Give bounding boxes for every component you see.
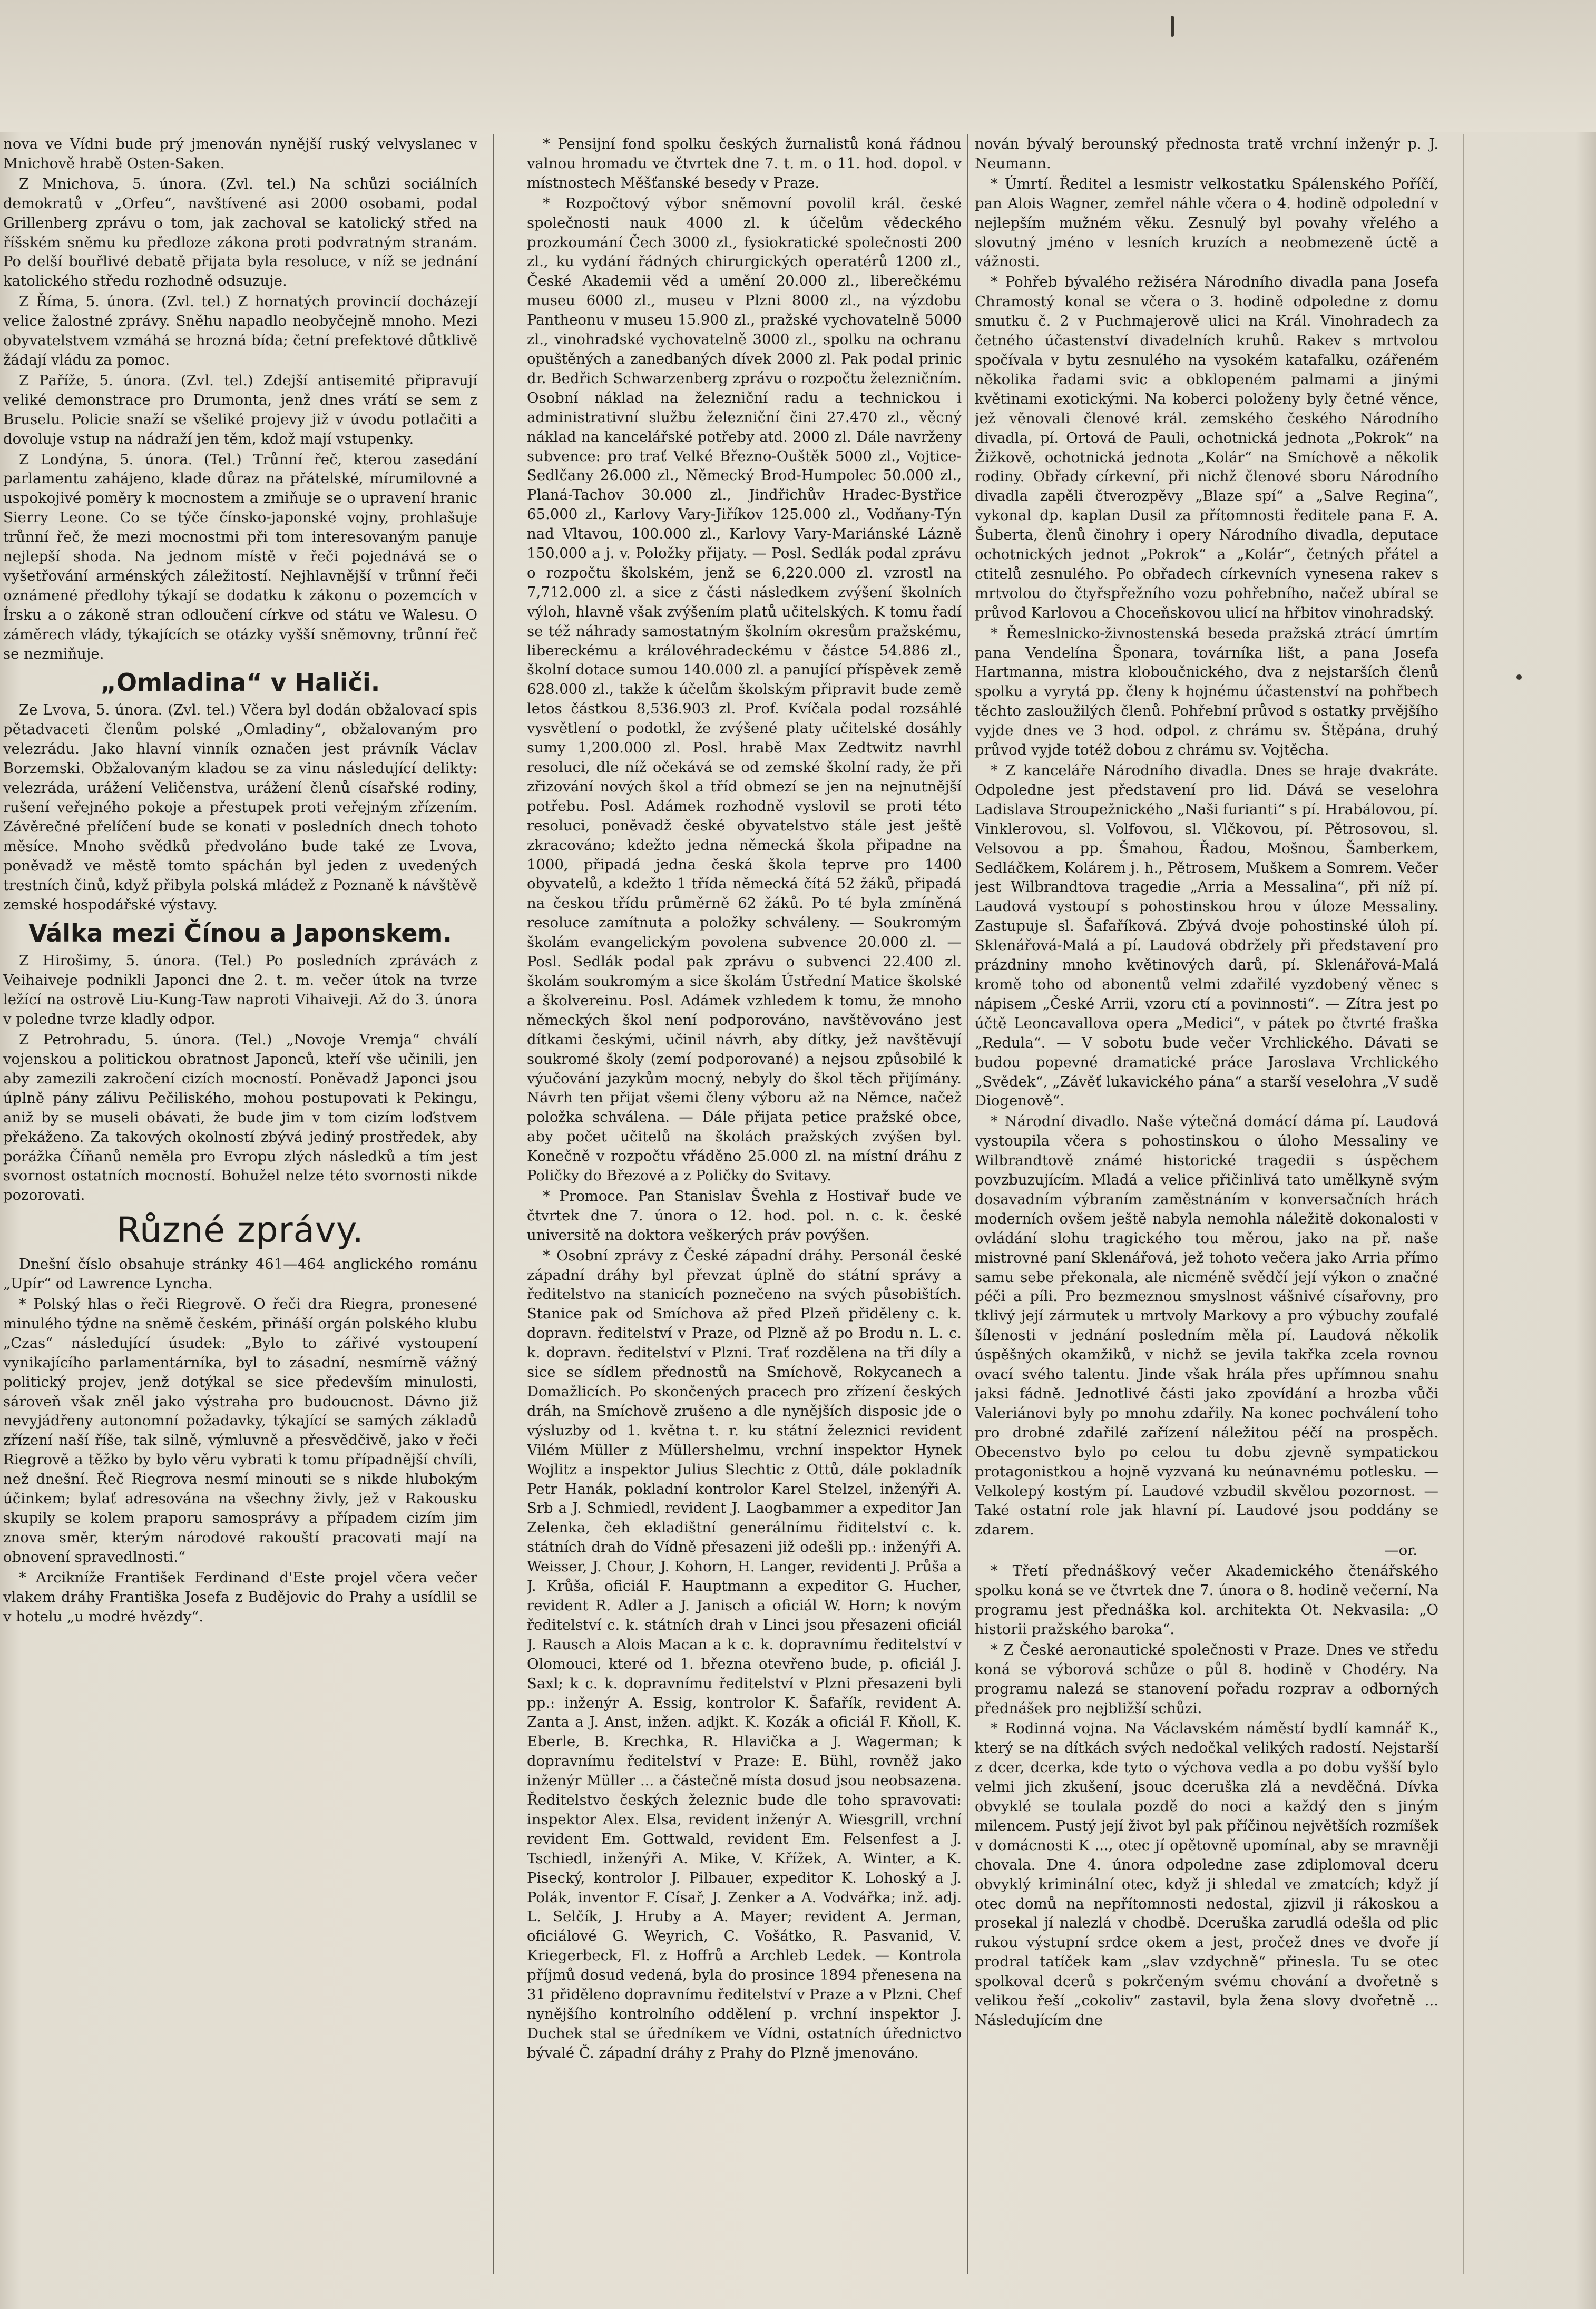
article-paragraph: * Rozpočtový výbor sněmovní povolil král. české společnosti nauk 4000 zl. k účelům vědeckého prozkoumání Čech 3000 zl., fysiokratické společnosti 200 zl., ku vydání řádných chirurgických operatérů 1200 zl., České Akademii věd a umění 20.000 zl., liberečkému museu 6000 zl., museu v Plzni 8000 zl., na výzdobu Pantheonu v museu 15.900 zl., pražské vychovatelně 5000 zl., vinohradské vychovatelně 3000 zl., spolku na ochranu opuštěných a zanedbaných dívek 2000 zl. Pak podal prinic dr. Bedřich Schwarzenberg zprávu o rozpočtu železničním. Osobní náklad na železniční radu a technickou i administrativní službu železniční čini 27.470 zl., věcný náklad na kancelářské potřeby atd. 2000 zl. Dále navrženy subvence: pro trať Velké Březno-Ouštěk 5000 zl., Vojtice-Sedlčany 26.000 zl., Německý Brod-Humpolec 50.000 zl., Planá-Tachov 30.000 zl., Jindřichův Hradec-Bystřice 65.000 zl., Karlovy Vary-Jiříkov 125.000 zl., Vodňany-Týn nad Vltavou, 100.000 zl., Karlovy Vary-Mariánské Lázně 150.000 a j. v. Položky přijaty. — Posl. Sedlák podal zprávu o rozpočtu školském, jenž se 6,220.000 zl. vzrostl na 7,712.000 zl. a sice z části následkem zvýšení školních výloh, hlavně však zvýšením platů učitelských. K tomu řadí se též náhrady samostatným školním okresům pražskému, libereckému a královéhradeckému v částce 54.886 zl., školní dotace sumou 140.000 zl. a panující příspěvek země 628.000 zl., takže k účelům školským připravit bude země letos částkou 8,536.903 zl. Prof. Kvíčala podal rozsáhlé vysvětlení o podotkl, že zvýšené platy učitelské dosáhly sumy 1,200.000 zl. Posl. hrabě Max Zedtwitz navrhl resoluci, dle níž očekává se od zemské školní rady, že při zřizování nových škol a tříd obmezí se jen na nejnutnější potřebu. Posl. Adámek rozhodně vyslovil se proti této resoluci, poněvadž české obyvatelstvo stále jest ještě zkracováno; kdežto jedna německá škola připadne na 1000, připadá jedna česká škola teprve pro 1400 obyvatelů, a kdežto 1 třída německá čítá 52 žáků, připadá na českou třídu průměrně 62 žáků. Po té byla zmíněná resoluce zamítnuta a položky schváleny. — Soukromým školám evangelickým povolena subvence 20.000 zl. — Posl. Sedlák podal pak zprávu o subvenci 22.400 zl. školám soukromým a sice školám Ústřední Matice školské a školvereinu. Posl. Adámek vzhledem k tomu, že mnoho německých škol není podporováno, navštěvováno jest dítkami českými, učinil návrh, aby dítky, jež navštěvují soukromé školy (zemí podporované) a nejsou způsobilé k výučování jazykům mocný, nebyly do škol těch přijímány. Návrh ten přijat všemi členy výboru až na Němce, načež položka schválena. — Dále přijata petice pražské obce, aby počet učitelů na školách pražských zvýšen byl. Konečně v rozpočtu vřáděno 25.000 zl. na místní dráhu z Poličky do Březové a z Poličky do Svitavy. xyxy=(527,194,962,1185)
article-paragraph: Z Říma, 5. února. (Zvl. tel.) Z hornatých provincií docházejí velice žalostné zprávy. Sněhu napadlo neobyčejně mnoho. Mezi obyvatelstvem vzmáhá se hrozná bída; četní prefektové důtklivě žádají vládu za pomoc. xyxy=(3,293,477,368)
article-paragraph: * Promoce. Pan Stanislav Švehla z Hostivař bude ve čtvrtek dne 7. února o 12. hod. pol. n. c. k. české universitě na doktora veškerých práv povýšen. xyxy=(527,1187,962,1244)
section-heading-war: Válka mezi Čínou a Japonskem. xyxy=(28,919,452,948)
article-paragraph: Z Hirošimy, 5. února. (Tel.) Po posledních zprávách z Veihaiveje podnikli Japonci dne 2. t. m. večer útok na tvrze ležící na ostrově Liu-Kung-Taw naproti Vihaiveji. Až do 3. února v poledne tvrze kladly odpor. xyxy=(3,952,477,1028)
article-paragraph: * Pensijní fond spolku českých žurnalistů koná řádnou valnou hromadu ve čtvrtek dne 7. t. m. o 11. hod. dopol. v místnostech Měšťanské besedy v Praze. xyxy=(527,135,962,191)
article-paragraph: Z Londýna, 5. února. (Tel.) Trůnní řeč, kterou zasedání parlamentu zahájeno, klade důraz na přátelské, mírumilovné a uspokojivé poměry k mocnostem a zmiňuje se o upravení hranic Sierry Leone. Co se týče čínsko-japonské vojny, prohlašuje trůnní řeč, že mezi mocnostmi při tom interesovaným panuje nejlepší shoda. Na jednom místě v řeči pojednává se o vyšetřování arménských záležitostí. Nejhlavnější v trůnní řeči oznámené předlohy týkají se dodatku k zákonu o pozemcích v Írsku a o zákoně stran odloučení církve od státu ve Walesu. O záměrech vlády, týkajících se otázky vyšší sněmovny, trůnní řeč se nezmiňuje. xyxy=(3,451,477,662)
article-paragraph: Z Paříže, 5. února. (Zvl. tel.) Zdejší antisemité připravují veliké demonstrace pro Drumonta, jenž dnes vrátí se sem z Bruselu. Policie snaží se všeliké projevy již v úvodu potlačiti a dovoluje vstup na nádraží jen těm, kdož mají vstupenky. xyxy=(3,371,477,447)
article-paragraph: * Z kanceláře Národního divadla. Dnes se hraje dvakráte. Odpoledne jest představení pro lid. Dává se veselohra Ladislava Stroupežnického „Naši furianti“ s pí. Hrabálovou, pí. Vinklerovou, sl. Volfovou, sl. Vlčkovou, pí. Pětrosovou, sl. Velsovou a pp. Šmahou, Řadou, Mošnou, Šamberkem, Sedláčkem, Kolárem j. h., Pětrosem, Muškem a Somrem. Večer jest Wilbrandtova tragedie „Arria a Messalina“, při níž pí. Laudová vystoupí s pohostinskou hrou v úloze Messaliny. Zastupuje sl. Šafaříková. Zbývá dvoje pohostinské úloh pí. Sklenářová-Malá a pí. Laudová obdržely při představení pro prázdniny mnoho květinových darů, pí. Sklenářová-Malá kromě toho od abonentů velmi zdařilé vyzdobený věnec s nápisem „České Arrii, vzoru ctí a povinnosti“. — Zítra jest po účtě Leoncavallova opera „Medici“, v pátek po čtvrté fraška „Redula“. — V sobotu bude večer Vrchlického. Dávati se budou popevné dramatické práce Jaroslava Vrchlického „Svědek“, „Závěť lukavického pána“ a starší veselohra „V sudě Diogenově“. xyxy=(975,762,1438,1110)
article-paragraph: * Arcikníže František Ferdinand d'Este projel včera večer vlakem dráhy Františka Josefa z Budějovic do Prahy a usídlil se v hotelu „u modré hvězdy“. xyxy=(3,1569,477,1625)
column-rule-1 xyxy=(493,134,494,2274)
column-rule-2 xyxy=(967,134,968,2274)
article-paragraph: Z Mnichova, 5. února. (Zvl. tel.) Na schůzi sociálních demokratů v „Orfeu“, navštívené asi 2000 osobami, podal Grillenberg zprávu o tom, jak zachoval se katolický střed na říšském sněmu ku předloze zákona proti podvratným stranám. Po delší bouřlivé debatě přijata byla resoluce, v níž se jednání katolického středu rozhodně odsuzuje. xyxy=(3,175,477,290)
article-paragraph: Ze Lvova, 5. února. (Zvl. tel.) Včera byl dodán obžalovací spis pětadvaceti členům polské „Omladiny“, obžalovaným pro velezrádu. Jako hlavní vinník označen jest právník Václav Borzemski. Obžalovaným kladou se za vinu následující delikty: velezráda, urážení Veličenstva, urážení členů císařské rodiny, rušení veřejného pokoje a přestupek proti veřejným zřízením. Závěrečné přelíčení bude se konati v posledních dnech tohoto měsíce. Mnoho svědků předvoláno bude také ze Lvova, poněvadž ve městě tomto spáchán byl jeden z uvedených trestních činů, když přibyla polská mládež z Poznaně k návštěvě zemské hospodářské výstavy. xyxy=(3,701,477,913)
column-1 xyxy=(3,134,477,2274)
article-paragraph: Z Petrohradu, 5. února. (Tel.) „Novoje Vremja“ chválí vojenskou a politickou obratnost Japonců, kteří vše učinili, jen aby zamezili zakročení cizích mocností. Poněvadž Japonci jsou úplně pány zálivu Pečiliského, mohou postupovati k Pekingu, aniž by se museli obávati, že bude jim v tom cizím loďstvem překáženo. Za takových okolností zbývá jediný prostředek, aby porážka Číňanů neměla pro Evropu zlých následků a tím jest svornost ostatních mocností. Bohužel nelze této svornosti nikde pozorovati. xyxy=(3,1031,477,1204)
article-paragraph: * Úmrtí. Ředitel a lesmistr velkostatku Spálenského Poříčí, pan Alois Wagner, zemřel náhle včera o 4. hodině odpolední v nejlepším mužném věku. Zesnulý byl povahy vřelého a slovutný jméno v lesních kruzích a neobmezeně úctě a vážnosti. xyxy=(975,175,1438,270)
article-paragraph: * Z České aeronautické společnosti v Praze. Dnes ve středu koná se výborová schůze o půl 8. hodině v Chodéry. Na programu nalezá se stanovení pořadu rozprav a odborných přednášek pro nejbližší schůzi. xyxy=(975,1641,1438,1717)
article-paragraph: nován bývalý berounský přednosta tratě vrchní inženýr p. J. Neumann. xyxy=(975,135,1438,172)
article-paragraph: * Třetí přednáškový večer Akademického čtenářského spolku koná se ve čtvrtek dne 7. února o 8. hodině večerní. Na programu jest přednáška kol. architekta Ot. Nekvasila: „O historii pražského baroka“. xyxy=(975,1562,1438,1638)
article-paragraph: * Polský hlas o řeči Riegrově. O řeči dra Riegra, pronesené minulého týdne na sněmě českém, přináší orgán polského klubu „Czas“ následující úsudek: „Bylo to zářivé vystoupení vynikajícího parlamentárníka, byl to zásadní, nesmírně vážný politický projev, jenž dotýkal se sice především minulosti, sároveň však zněl jako výstraha pro budoucnost. Dávno již nevyjádřeny autonomní požadavky, týkající se samých základů zřízení naší říše, tak silně, výmluvně a přesvědčivě, jako v řeči Riegrově a těžko by bylo věru vybrati k tomu případnější chvíli, než dnešní. Řeč Riegrova nesmí minouti se s nikde hlubokým účinkem; bylať adresována na všechny živly, jež v Rakousku skupily se kolem praporu samosprávy a případem cizím jim znova směr, kterým národové rakouští pracovati mají na obnovení spravedlnosti.“ xyxy=(3,1296,477,1566)
article-paragraph: nova ve Vídni bude prý jmenován nynější ruský velvyslanec v Mnichově hrabě Osten-Saken. xyxy=(3,135,477,172)
page-top-margin xyxy=(0,0,1596,132)
article-signature: —or. xyxy=(1384,1542,1417,1559)
column-2 xyxy=(527,134,962,2274)
article-paragraph: * Řemeslnicko-živnostenská beseda pražská ztrácí úmrtím pana Vendelína Šponara, továrníka lišt, a pana Josefa Hartmanna, mistra kloboučnického, dva z nejstarších členů spolku a vyrytá pp. členy k hojnému účastenství na pohřbech těchto zasloužilých členů. Pohřební průvod s ostatky prvějšího vyjde dnes ve 3 hod. odpol. z chrámu sv. Štěpána, druhý průvod vyjde totéž dobou z chrámu sv. Vojtěcha. xyxy=(975,624,1438,759)
article-paragraph: * Rodinná vojna. Na Václavském náměstí bydlí kamnář K., který se na dítkách svých nedočkal velikých radostí. Nejstarší z dcer, dcerka, kde tyto o výchova vedla a po dobu vyšší bylo velmi jich zkušení, jsouc dceruška zlá a nevděčná. Dívka obvyklé se toulala pozdě do noci a každý den s jiným milencem. Pustý její život byl pak příčinou největších rozmíšek v domácnosti K ..., otec jí opětovně upomínal, aby se mravněji chovala. Dne 4. února odpoledne zase zdiplomoval dceru obvyklý kriminální otec, když ji shledal ve zmatcích; když jí otec domů na nepřítomnosti nedostal, zjizvil ji rákoskou a prosekal jí nalezlá v chodbě. Dceruška zarudlá odešla od plic rukou výstupní srdce okem a jest, pročež dnes ve dvoře jí prodral tatíček kam „slav vzdychně“ přinesla. Tu se otec spolkoval dcerů s pokrčeným svému chování a dvořetně s velikou řeší „cokoliv“ zastavil, byla žena slovy dvořetně ... Následujícím dne xyxy=(975,1720,1438,2029)
article-paragraph: * Pohřeb bývalého režiséra Národního divadla pana Josefa Chramostý konal se včera o 3. hodině odpoledne z domu smutku č. 2 v Puchmajerově ulici na Král. Vinohradech za četného účastenství divadelních kruhů. Rakev s mrtvolou spočívala v bytu zesnulého na vysokém katafalku, ozářeném několika řadami svic a obklopeném palmami a jinými květinami exotickými. Na koberci položeny byly četné věnce, jež věnovali členové král. zemského českého Národního divadla, pí. Ortová de Pauli, ochotnická jednota „Pokrok“ na Žižkově, ochotnická jednota „Kolár“ na Smíchově a několik rodiny. Obřady církevní, při nichž členové sboru Národního divadla zapěli čtverozpěvy „Blaze spí“ a „Salve Regina“, vykonal dp. kaplan Dusil za přítomnosti ředitele pana F. A. Šuberta, členů činohry i opery Národního divadla, deputace ochotnických jednot „Pokrok“ a „Kolár“, četných přátel a ctitelů zesnulého. Po obřadech církevních vynesena rakev s mrtvolou do čtyřspřežního vozu pohřebního, načež ubíral se průvod Karlovou a Choceňskovou ulicí na hřbitov vinohradský. xyxy=(975,273,1438,621)
article-paragraph: * Národní divadlo. Naše výtečná domácí dáma pí. Laudová vystoupila včera s pohostinskou o úloho Messaliny ve Wilbrandtově známé historické tragedii s úspěchem povzbuzujícím. Mladá a velice přičinlivá tato umělkyně svým dosavadním výbraním zaměstnáním v konversačních hrách moderních ovšem ještě nabyla nemohla náležitě dokonalosti v ovládání slohu tragického tou měrou, jako na př. naše mistrovné paní Sklenářová, jež tohoto večera jako Arria přímo samu sebe překonala, ale nicméně svědčí její výkon o značné péči a píli. Pro bezmeznou smyslnost vášnivé císařovny, pro tklivý její zármutek u mrtvoly Markovy a pro výbuchy zoufalé šílenosti v jednání posledním měla pí. Laudová několik úspěšných okamžiků, v nichž se jevila takřka zcela rovnou ovací svého talentu. Jinde však hrála přes upřímnou snahu jaksi fádně. Jednotlivé části jako zpovídání a hrozba vůči Valeriánovi byly po mnohu zdařily. Na konec pochválení toho pro drobné zdařilé zařízení náležitou péčí na prospěch. Obecenstvo bylo po celou tu dobu zjevně sympatickou protagonistkou a hojně vyzvaná ku neúnavnému potlesku. — Velkolepý kostým pí. Laudové vzbudil skvělou pozornost. — Také ostatní role jak hlavní pí. Laudové jsou poddány se zdarem. xyxy=(975,1113,1438,1539)
article-paragraph: Dnešní číslo obsahuje stránky 461—464 anglického románu „Upír“ od Lawrence Lyncha. xyxy=(3,1256,477,1293)
print-speck xyxy=(1171,16,1174,37)
column-3 xyxy=(975,134,1438,2274)
section-heading-news: Různé zprávy. xyxy=(116,1210,364,1251)
section-heading-omladina: „Omladina“ v Haliči. xyxy=(100,668,380,697)
print-speck xyxy=(1516,674,1522,680)
article-paragraph: * Osobní zprávy z České západní dráhy. Personál české západní dráhy byl převzat úplně do státní správy a ředitelstvo na stanicích poznečeno na svých působištích. Stanice pak od Smíchova až před Plzeň přiděleny c. k. dopravn. ředitelství v Praze, od Plzně až po Brodu n. L. c. k. dopravn. ředitelství v Plzni. Trať rozdělena na tři díly a sice se sídlem přednostů na Smíchově, Rokycanech a Domažlicích. Po skončených pracech pro zřízení českých dráh, na Smíchově zrušeno a dle nynějších disposic jde o výsluzby od 1. května t. r. ku státní železnici revident Vilém Müller z Müllershelmu, vrchní inspektor Hynek Wojlitz a inspektor Julius Slechtic z Ottů, dále pokladník Petr Hanák, pokladní kontrolor Karel Stelzel, inženýři A. Srb a J. Schmiedl, revident J. Laogbammer a expeditor Jan Zelenka, čeh ekladištní generálnímu řiditelství c. k. státních drah do Vídně přesazeni již odešli pp.: inženýři A. Weisser, J. Chour, J. Kohorn, H. Langer, revidenti J. Průša a J. Krůša, oficiál F. Hauptmann a expeditor G. Hucher, revident R. Adler a J. Janisch a oficiál W. Horn; k novým ředitelství c. k. státních drah v Linci jsou přesazeni oficiál J. Rausch a Alois Macan a k c. k. dopravnímu ředitelství v Olomouci, které od 1. března otevřeno bude, p. oficiál J. Saxl; k c. k. dopravnímu ředitelství v Plzni přesazeni byli pp.: inženýr A. Essig, kontrolor K. Šafařík, revident A. Zanta a J. Anst, inžen. adjkt. K. Kozák a oficiál F. Kňoll, K. Eberle, B. Krechka, R. Hlavička a J. Wagerman; k dopravnímu ředitelství v Praze: E. Bühl, rovněž jako inženýr Müller ... a částečně místa dosud jsou neobsazena. Ředitelstvo českých železnic bude dle toho spravovati: inspektor Alex. Elsa, revident inženýr A. Wiesgrill, vrchní revident Em. Gottwald, revident Em. Felsenfest a J. Tschiedl, inženýři A. Mike, V. Křížek, A. Winter, a K. Pisecký, kontrolor J. Pilbauer, expeditor K. Lohoský a J. Polák, inventor F. Císař, J. Zenker a A. Vodvářka; inž. adj. L. Selčík, J. Hruby a A. Mayer; revident A. Jerman, oficiálové G. Weyrich, C. Vošátko, R. Pasvanid, V. Kriegerbeck, Fl. z Hoffrů a Archleb Ledek. — Kontrola příjmů dosud vedená, byla do prosince 1894 přenesena na 31 přiděleno dopravnímu ředitelství v Praze a v Plzni. Chef nynějšího kontrolního oddělení p. vrchní inspektor J. Duchek stal se úředníkem ve Vídni, ostatních úřednictvo bývalé Č. západní dráhy z Prahy do Plzně jmenováno. xyxy=(527,1247,962,2061)
page-fold xyxy=(1463,134,1464,2274)
